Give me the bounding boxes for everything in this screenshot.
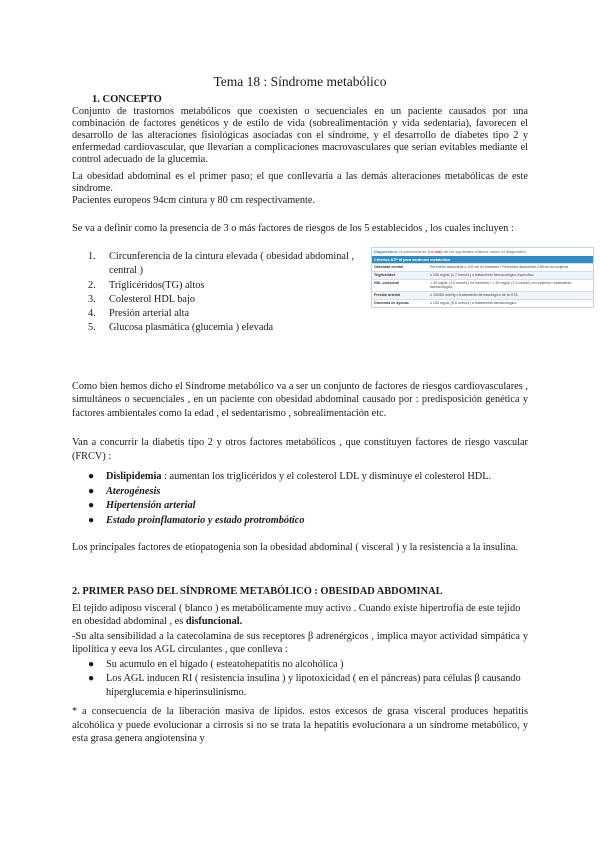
risk-factor-list bbox=[72, 250, 372, 336]
section-heading-concepto: 1. CONCEPTO bbox=[92, 94, 162, 105]
paragraph-european-patients: Pacientes europeos 94cm cintura y 80 cm respectivamente. bbox=[72, 195, 316, 206]
paragraph-three-factors: Se va a definir como la presencia de 3 o más factores de riesgos de los 5 establecidos , los cuales incluyen : bbox=[72, 223, 514, 234]
figure-caption: Diagnóstico: la presencia de 3 o más de los siguientes criterios hacen el diagnóstico bbox=[374, 249, 527, 254]
table-header: Criterios ATP III para síndrome metabólico bbox=[372, 256, 593, 264]
atp-criteria-figure bbox=[371, 247, 594, 308]
table-row: HDL colesterol < 40 mg/dL (1,0 mmol/L) en hombres ▪ < 50 mg/dL (1,3 mmol/L) en mujeres ▪ tratamiento farmacológico bbox=[372, 279, 593, 292]
criteria-table bbox=[372, 256, 593, 307]
paragraph-cardiovascular-factors: Como bien hemos dicho el Síndrome metabólico va a ser un conjunto de factores de riesgos cardiovasculares , simultáneos o secuenciales , en un paciente con obesidad abdominal causado por : predisposición genética y factores ambientales como la edad , el sedentarismo , sobrealimentación etc. bbox=[72, 381, 528, 419]
section-heading-obesidad: 2. PRIMER PASO DEL SÍNDROME METABÓLICO : OBESIDAD ABDOMINAL bbox=[72, 586, 443, 597]
consequence-list bbox=[72, 658, 532, 700]
list-item: 4. Presión arterial alta bbox=[88, 308, 190, 320]
table-row: Obesidad central Perímetro abdominal ≥ 102 cm en hombres ▪ Perímetro abdominal ≥ 88 cm en mujeres bbox=[372, 264, 593, 272]
paragraph-adipose-tissue: El tejido adiposo visceral ( blanco ) es metabólicamente muy activo . Cuando existe hipertrofia de este tejido en obesidad abdominal , es disfuncional. bbox=[72, 603, 521, 627]
list-item: 2. Triglicéridos(TG) altos bbox=[88, 279, 205, 291]
paragraph-etiopathogenesis: Los principales factores de etiopatogenia son la obesidad abdominal ( visceral ) y la resistencia a la insulina. bbox=[72, 542, 519, 553]
page-title: Tema 18 : Síndrome metabólico bbox=[213, 74, 387, 89]
list-item: ● Estado proinflamatorio y estado protrombótico bbox=[88, 514, 305, 526]
list-item: ● Su acumulo en el hígado ( esteatohepatitis no alcohólica ) bbox=[88, 659, 344, 670]
paragraph-lipid-release: * a consecuencia de la liberación masiva de lípidos. estos excesos de grasa visceral produces hepatitis alcohólica y puede evolucionar a cirrosis si no se trata la hepatitis evolucionara a un síndrome metabólico, y esta grasa genera angiotensina y bbox=[72, 706, 528, 745]
list-item: 1. Circunferencia de la cintura elevada ( obesidad abdominal , central ) bbox=[88, 251, 355, 277]
paragraph-frcv-intro: Van a concurrir la diabetis tipo 2 y otros factores metabólicos , que constituyen factores de riesgo vascular (FRCV) : bbox=[72, 437, 528, 462]
list-item: ● Los AGL inducen RI ( resistencia insulina ) y lipotoxicidad ( en el páncreas) para células β causando hiperglucemia e hiperinsulinismo. bbox=[88, 673, 521, 698]
table-row: Glucemia en ayunas ≥ 100 mg/dL (5,6 mmol/L) o tratamiento farmacológico bbox=[372, 299, 593, 306]
list-item: 5. Glucosa plasmática (glucemia ) elevada bbox=[88, 322, 274, 334]
list-item: ● Dislipidemia : aumentan los triglicéridos y el colesterol LDL y disminuye el colesterol HDL. bbox=[88, 471, 492, 482]
table-row: Triglicéridos ≥ 150 mg/dL (1,7 mmol/L) o tratamiento farmacológico específico bbox=[372, 271, 593, 279]
table-row: Presión arterial ≥ 130/85 mmHg o tratamiento farmacológico de la HTA bbox=[372, 292, 593, 300]
paragraph-definition: Conjunto de trastornos metabólicos que coexisten o secuenciales en un paciente causados por una combinación de factores genéticos y de estilo de vida (sobrealimentación y vida sedentaria), favorecen el desarrollo de las alteraciones fisiológicas asociadas con el síndrome, y el desarrollo de diabetes tipo 2 y enfermedad cardiovascular, que llevarían a complicaciones macrovasculares que serían evitables mediante el control adecuado de la glucemia. bbox=[72, 106, 528, 165]
paragraph-catecholamine: -Su alta sensibilidad a la catecolamina de sus receptores β adrenérgicos , implica mayor actividad simpática y lipolítica y eeva los AGL circulantes , que conlleva : bbox=[72, 631, 528, 655]
list-item: ● Aterogénesis bbox=[88, 485, 161, 497]
list-item: ● Hipertensión arterial bbox=[88, 500, 196, 512]
frcv-list bbox=[72, 470, 532, 528]
paragraph-obesity-first-step: La obesidad abdominal es el primer paso; el que conllevaría a las demás alteraciones metabólicas de este síndrome. bbox=[72, 171, 528, 194]
list-item: 3. Colesterol HDL bajo bbox=[88, 293, 195, 305]
